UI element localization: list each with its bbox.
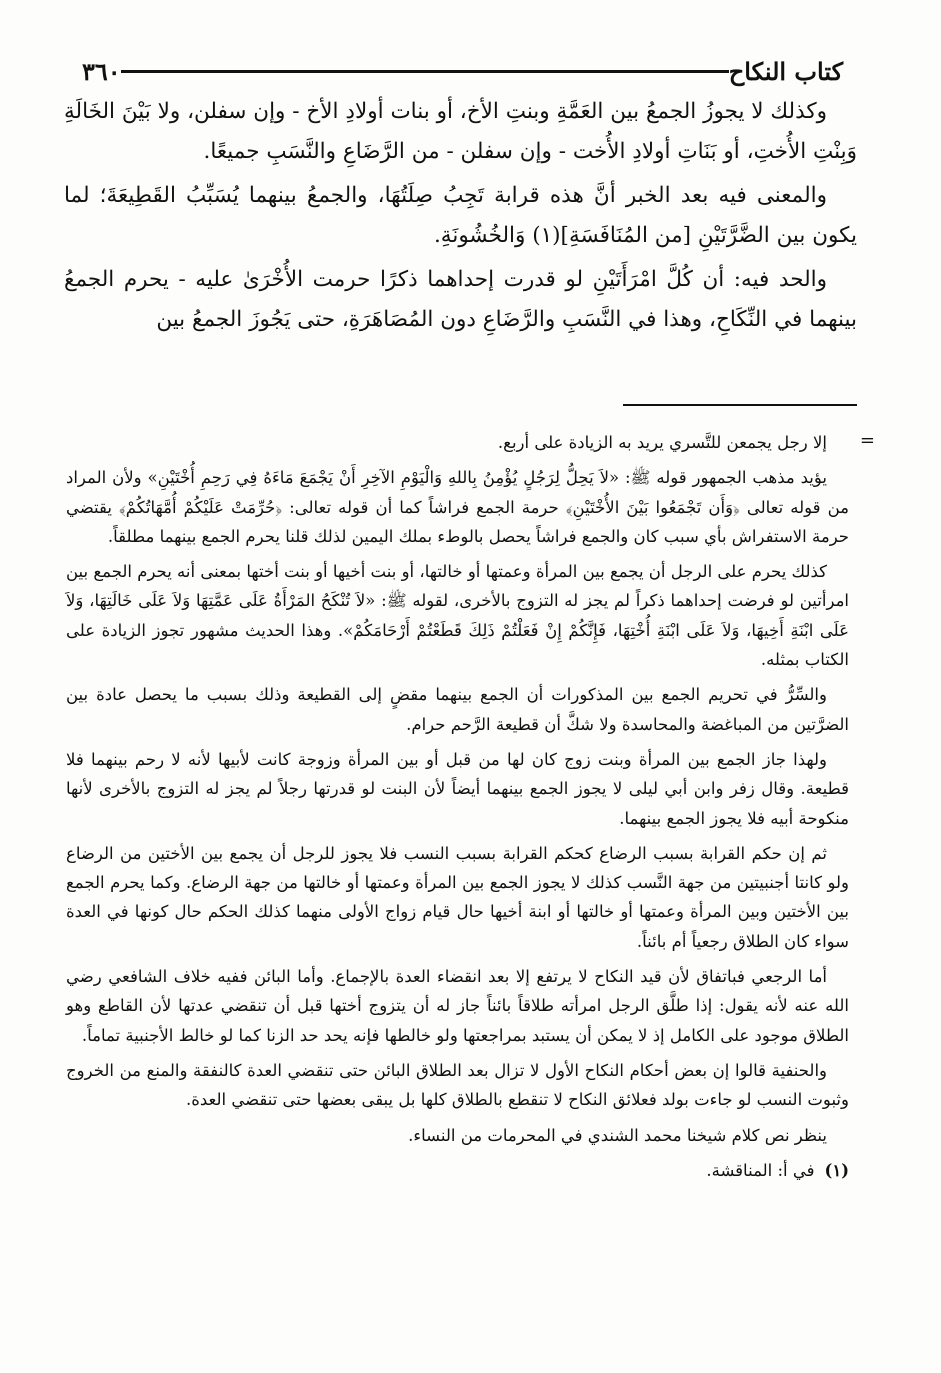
footnote-separator — [623, 404, 857, 406]
footnotes — [66, 428, 849, 1191]
footnote-paragraph: إلا رجل يجمعن للتَّسري يريد به الزيادة على أربع. — [497, 433, 827, 452]
page-number: ٣٦٠ — [82, 56, 121, 86]
footnote-paragraph: والسِّرُّ في تحريم الجمع بين المذكورات أن الجمع بينهما مقضٍ إلى القطيعة وذلك بسبب ما يحصل عادة بين الضرَّتين من المباغضة والمحاسدة ولا شكَّ أن قطيعة الرَّحم حرام. — [66, 685, 849, 734]
footnote-paragraph: والحنفية قالوا إن بعض أحكام النكاح الأول لا تزال بعد الطلاق البائن حتى تنقضي العدة كالنفقة والمنع من الخروج وثبوت النسب لو جاءت بولد فعلائق النكاح لا تنقطع بالطلاق كلها بل يبقى بعضها حتى تنقضي العدة. — [66, 1060, 849, 1110]
footnote-paragraph: يؤيد مذهب الجمهور قوله ﷺ: «لاَ يَحِلُّ لِرَجُلٍ يُؤْمِنُ بِاللهِ وَالْيَوْمِ الآخِرِ أَنْ يَجْمَعَ مَاءَهُ فِي رَحِمِ أُخْتَيْنِ» ولأن المراد من قوله تعالى ﴿وَأَن تَجْمَعُوا بَيْنَ الأُخْتَيْنِ﴾ حرمة الجمع فراشاً كما أن قوله تعالى: ﴿حُرِّمَتْ عَلَيْكُمْ أُمَّهَاتُكُمْ﴾ يقتضي حرمة الاستفراش بأي سبب كان والجمع فراشاً يحصل بالوطء بملك اليمين لذلك قلنا يحرم الجمع بينهما مطلقاً. — [66, 468, 849, 546]
footnote-continuation-mark: = — [859, 430, 875, 451]
footnote-text: في أ: المناقشة. — [706, 1160, 815, 1180]
footnote-paragraph: ثم إن حكم القرابة بسبب الرضاع كحكم القرابة بسبب النسب فلا يجوز للرجل أن يجمع بين الأختين من الرضاع ولو كانتا أجنبيتين من جهة النَّسب كذلك لا يجوز الجمع بين المرأة وعمتها أو خالتها من جهة الرضاع. وكما يحرم الجمع بين الأختين وبين المرأة وعمتها أو خالتها أو ابنة أخيها حال قيام زواج الأولى منهما كذلك الحكم حال كونها في العدة سواء كان الطلاق رجعياً أم بائناً. — [66, 843, 849, 951]
main-paragraph: والمعنى فيه بعد الخبر أنَّ هذه قرابة تَجِبُ صِلَتُهَا، والجمعُ بينهما يُسَبِّبُ القَطِيعَةَ؛ لما يكون بين الضَّرَّتَيْنِ [من المُنَافَسَةِ](١) وَالخُشُونَةِ. — [64, 182, 857, 249]
main-paragraph: وكذلك لا يجوزُ الجمعُ بين العَمَّةِ وبنتِ الأخ، أو بنات أولادِ الأخ - وإن سفلن، ولا بَيْنَ الخَالَةِ وَبِنْتِ الأُختِ، أو بَنَاتِ أولادِ الأُخت - وإن سفلن - من الرَّضَاعِ والنَّسَبِ جميعًا. — [64, 99, 857, 165]
footnote-number: (١) — [824, 1160, 849, 1180]
running-header — [72, 54, 853, 88]
main-text — [64, 92, 857, 340]
footnote-paragraph: ينظر نص كلام شيخنا محمد الشندي في المحرمات من النساء. — [408, 1125, 827, 1145]
header-rule — [121, 70, 729, 73]
main-paragraph: والحد فيه: أن كُلَّ امْرَأَتَيْنِ لو قدرت إحداهما ذكرًا حرمت الأُخْرَىٰ عليه - يحرم الجمعُ بينهما في النِّكَاحِ، وهذا في النَّسَبِ والرَّضَاعِ دون المُصَاهَرَةِ، حتى يَجُوزَ الجمعُ بين — [64, 266, 857, 333]
footnote-paragraph: ولهذا جاز الجمع بين المرأة وبنت زوج كان لها من قبل أو بين المرأة وزوجة كانت لأبيها لأنه لا رحم بينهما فلا قطيعة. وقال زفر وابن أبي ليلى لا يجوز الجمع بينهما أيضاً لأن البنت لو قدرتها رجلاً لم يجز له التزوج بالأخرى لأنها منكوحة أبيه فلا يجوز الجمع بينهما. — [66, 749, 849, 828]
numbered-footnote — [66, 1156, 849, 1185]
footnote-paragraph: أما الرجعي فباتفاق لأن قيد النكاح لا يرتفع إلا بعد انقضاء العدة بالإجماع. وأما البائن ففيه خلاف الشافعي رضي الله عنه لأنه يقول: إذا طلَّق الرجل امرأته طلاقاً بائناً جاز له أن يتزوج أختها قبل أن تنقضي عدتها لأن القاطع وهو الطلاق موجود على الكامل إذ لا يمكن أن يستبد بمراجعتها ولو خالطها فإنه يحد حد الزنا كما لو خالط الأجنبية تماماً. — [66, 967, 849, 1045]
book-title: كتاب النكاح — [728, 56, 843, 86]
footnote-paragraph: كذلك يحرم على الرجل أن يجمع بين المرأة وعمتها أو خالتها، أو بنت أخيها أو بنت أختها بمعنى أنه يحرم الجمع بين امرأتين لو فرضت إحداهما ذكراً لم يجز له التزوج بالأخرى، لقوله ﷺ: «لاَ تُنْكَحُ المَرْأَةُ عَلَى عَمَّتِهَا وَلاَ عَلَى خَالَتِهَا، وَلاَ عَلَى ابْنَةِ أَخِيهَا، وَلاَ عَلَى ابْنَةِ أُخْتِهَا، فَإِنَّكُمْ إِنْ فَعَلْتُمْ ذَلِكَ قَطَعْتُمْ أَرْحَامَكُمْ». وهذا الحديث مشهور تجوز الزيادة على الكتاب بمثله. — [66, 562, 849, 670]
